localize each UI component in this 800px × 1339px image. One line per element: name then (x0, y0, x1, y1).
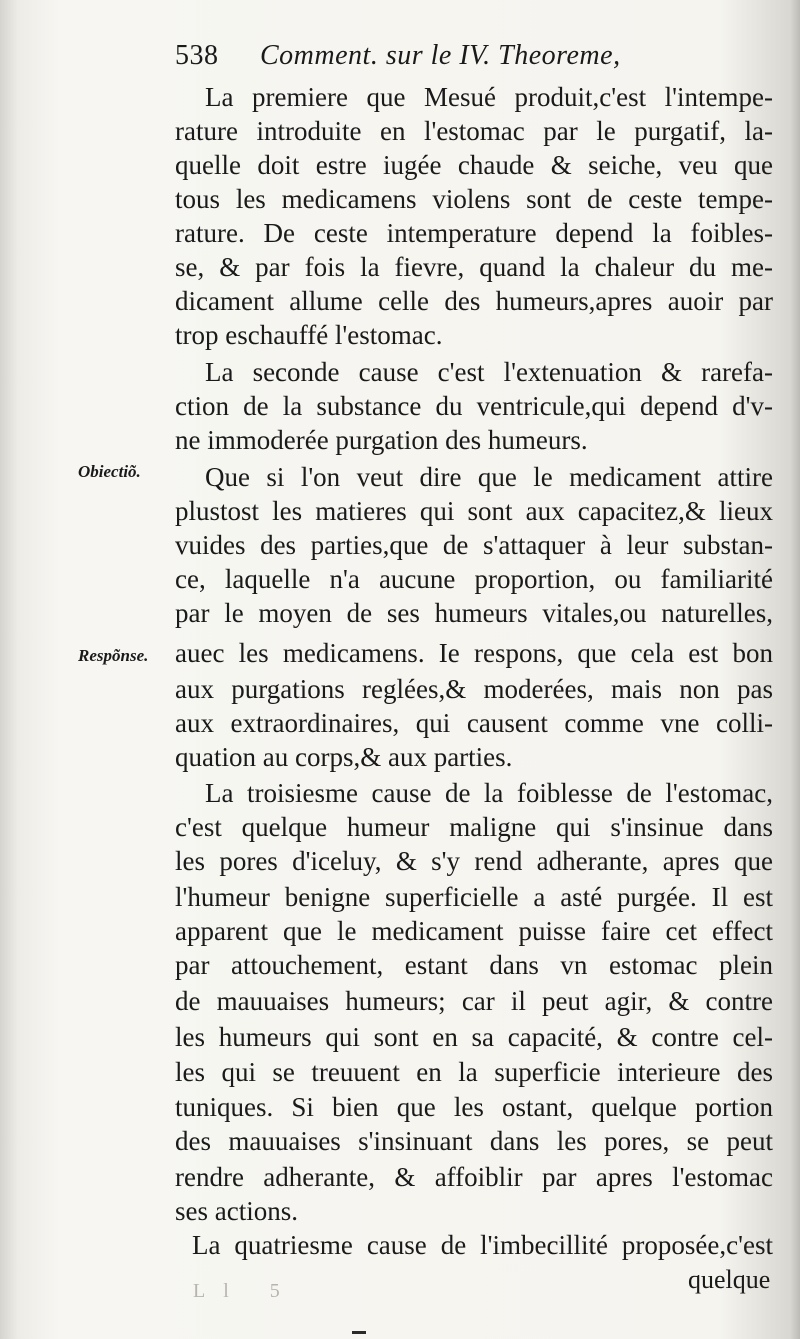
text-line: La troisiesme cause de la foiblesse de l'estomac, (205, 778, 773, 808)
text-line: ce, laquelle n'a aucune proportion, ou familiarité (175, 564, 773, 594)
text-line: se, & par fois la fievre, quand la chaleur du me- (175, 252, 773, 282)
margin-note-objection: Obiectiõ. (78, 462, 141, 481)
text-line: ction de la substance du ventricule,qui depend d'v- (175, 391, 773, 421)
text-line: auec les medicamens. Ie respons, que cela est bon (175, 638, 773, 668)
text-line: les qui se treuuent en la superficie interieure des (175, 1057, 773, 1087)
text-line: rendre adherante, & affoiblir par apres l'estomac (175, 1162, 773, 1192)
text-line: aux extraordinaires, qui causent comme vne colli- (175, 708, 773, 738)
text-line: La quatriesme cause de l'imbecillité proposée,c'est (192, 1230, 773, 1260)
text-line: trop eschauffé l'estomac. (175, 320, 443, 350)
bottom-mark (352, 1331, 366, 1334)
text-line: La seconde cause c'est l'extenuation & rarefa- (205, 357, 773, 387)
text-line: l'humeur benigne superficielle a asté purgée. Il est (175, 882, 773, 912)
margin-note-response: Respõnse. (78, 646, 149, 665)
text-line: ses actions. (175, 1196, 298, 1226)
text-line: de mauuaises humeurs; car il peut agir, & contre (175, 986, 773, 1016)
catchword: quelque (688, 1265, 771, 1294)
text-line: dicament allume celle des humeurs,apres auoir par (175, 286, 773, 316)
page-number: 538 (175, 40, 219, 71)
text-line: quelle doit estre iugée chaude & seiche, veu que (175, 150, 773, 180)
text-line: apparent que le medicament puisse faire cet effect (175, 916, 773, 946)
text-line: les humeurs qui sont en sa capacité, & contre cel- (175, 1022, 773, 1052)
text-line: tuniques. Si bien que les ostant, quelque portion (175, 1092, 773, 1122)
text-line: aux purgations reglées,& moderées, mais non pas (175, 674, 773, 704)
text-line: rature. De ceste intemperature depend la foibles- (175, 218, 773, 248)
text-line: tous les medicamens violens sont de ceste tempe- (175, 184, 773, 214)
signature-mark: Ll 5 (193, 1280, 298, 1302)
text-line: rature introduite en l'estomac par le purgatif, la- (175, 116, 773, 146)
text-line: plustost les matieres qui sont aux capacitez,& lieux (175, 496, 773, 526)
text-line: vuides des parties,que de s'attaquer à leur substan- (175, 530, 773, 560)
text-line: ne immoderée purgation des humeurs. (175, 425, 588, 455)
text-line: Que si l'on veut dire que le medicament attire (205, 462, 773, 492)
text-line: par attouchement, estant dans vn estomac plein (175, 950, 773, 980)
text-line: quation au corps,& aux parties. (175, 742, 513, 772)
text-line: par le moyen de ses humeurs vitales,ou naturelles, (175, 598, 773, 628)
text-line: les pores d'iceluy, & s'y rend adherante, apres que (175, 846, 773, 876)
text-line: c'est quelque humeur maligne qui s'insinue dans (175, 812, 773, 842)
text-line: des mauuaises s'insinuant dans les pores, se peut (175, 1126, 773, 1156)
running-title: Comment. sur le IV. Theoreme, (260, 40, 621, 71)
text-line: La premiere que Mesué produit,c'est l'intempe- (205, 82, 773, 112)
